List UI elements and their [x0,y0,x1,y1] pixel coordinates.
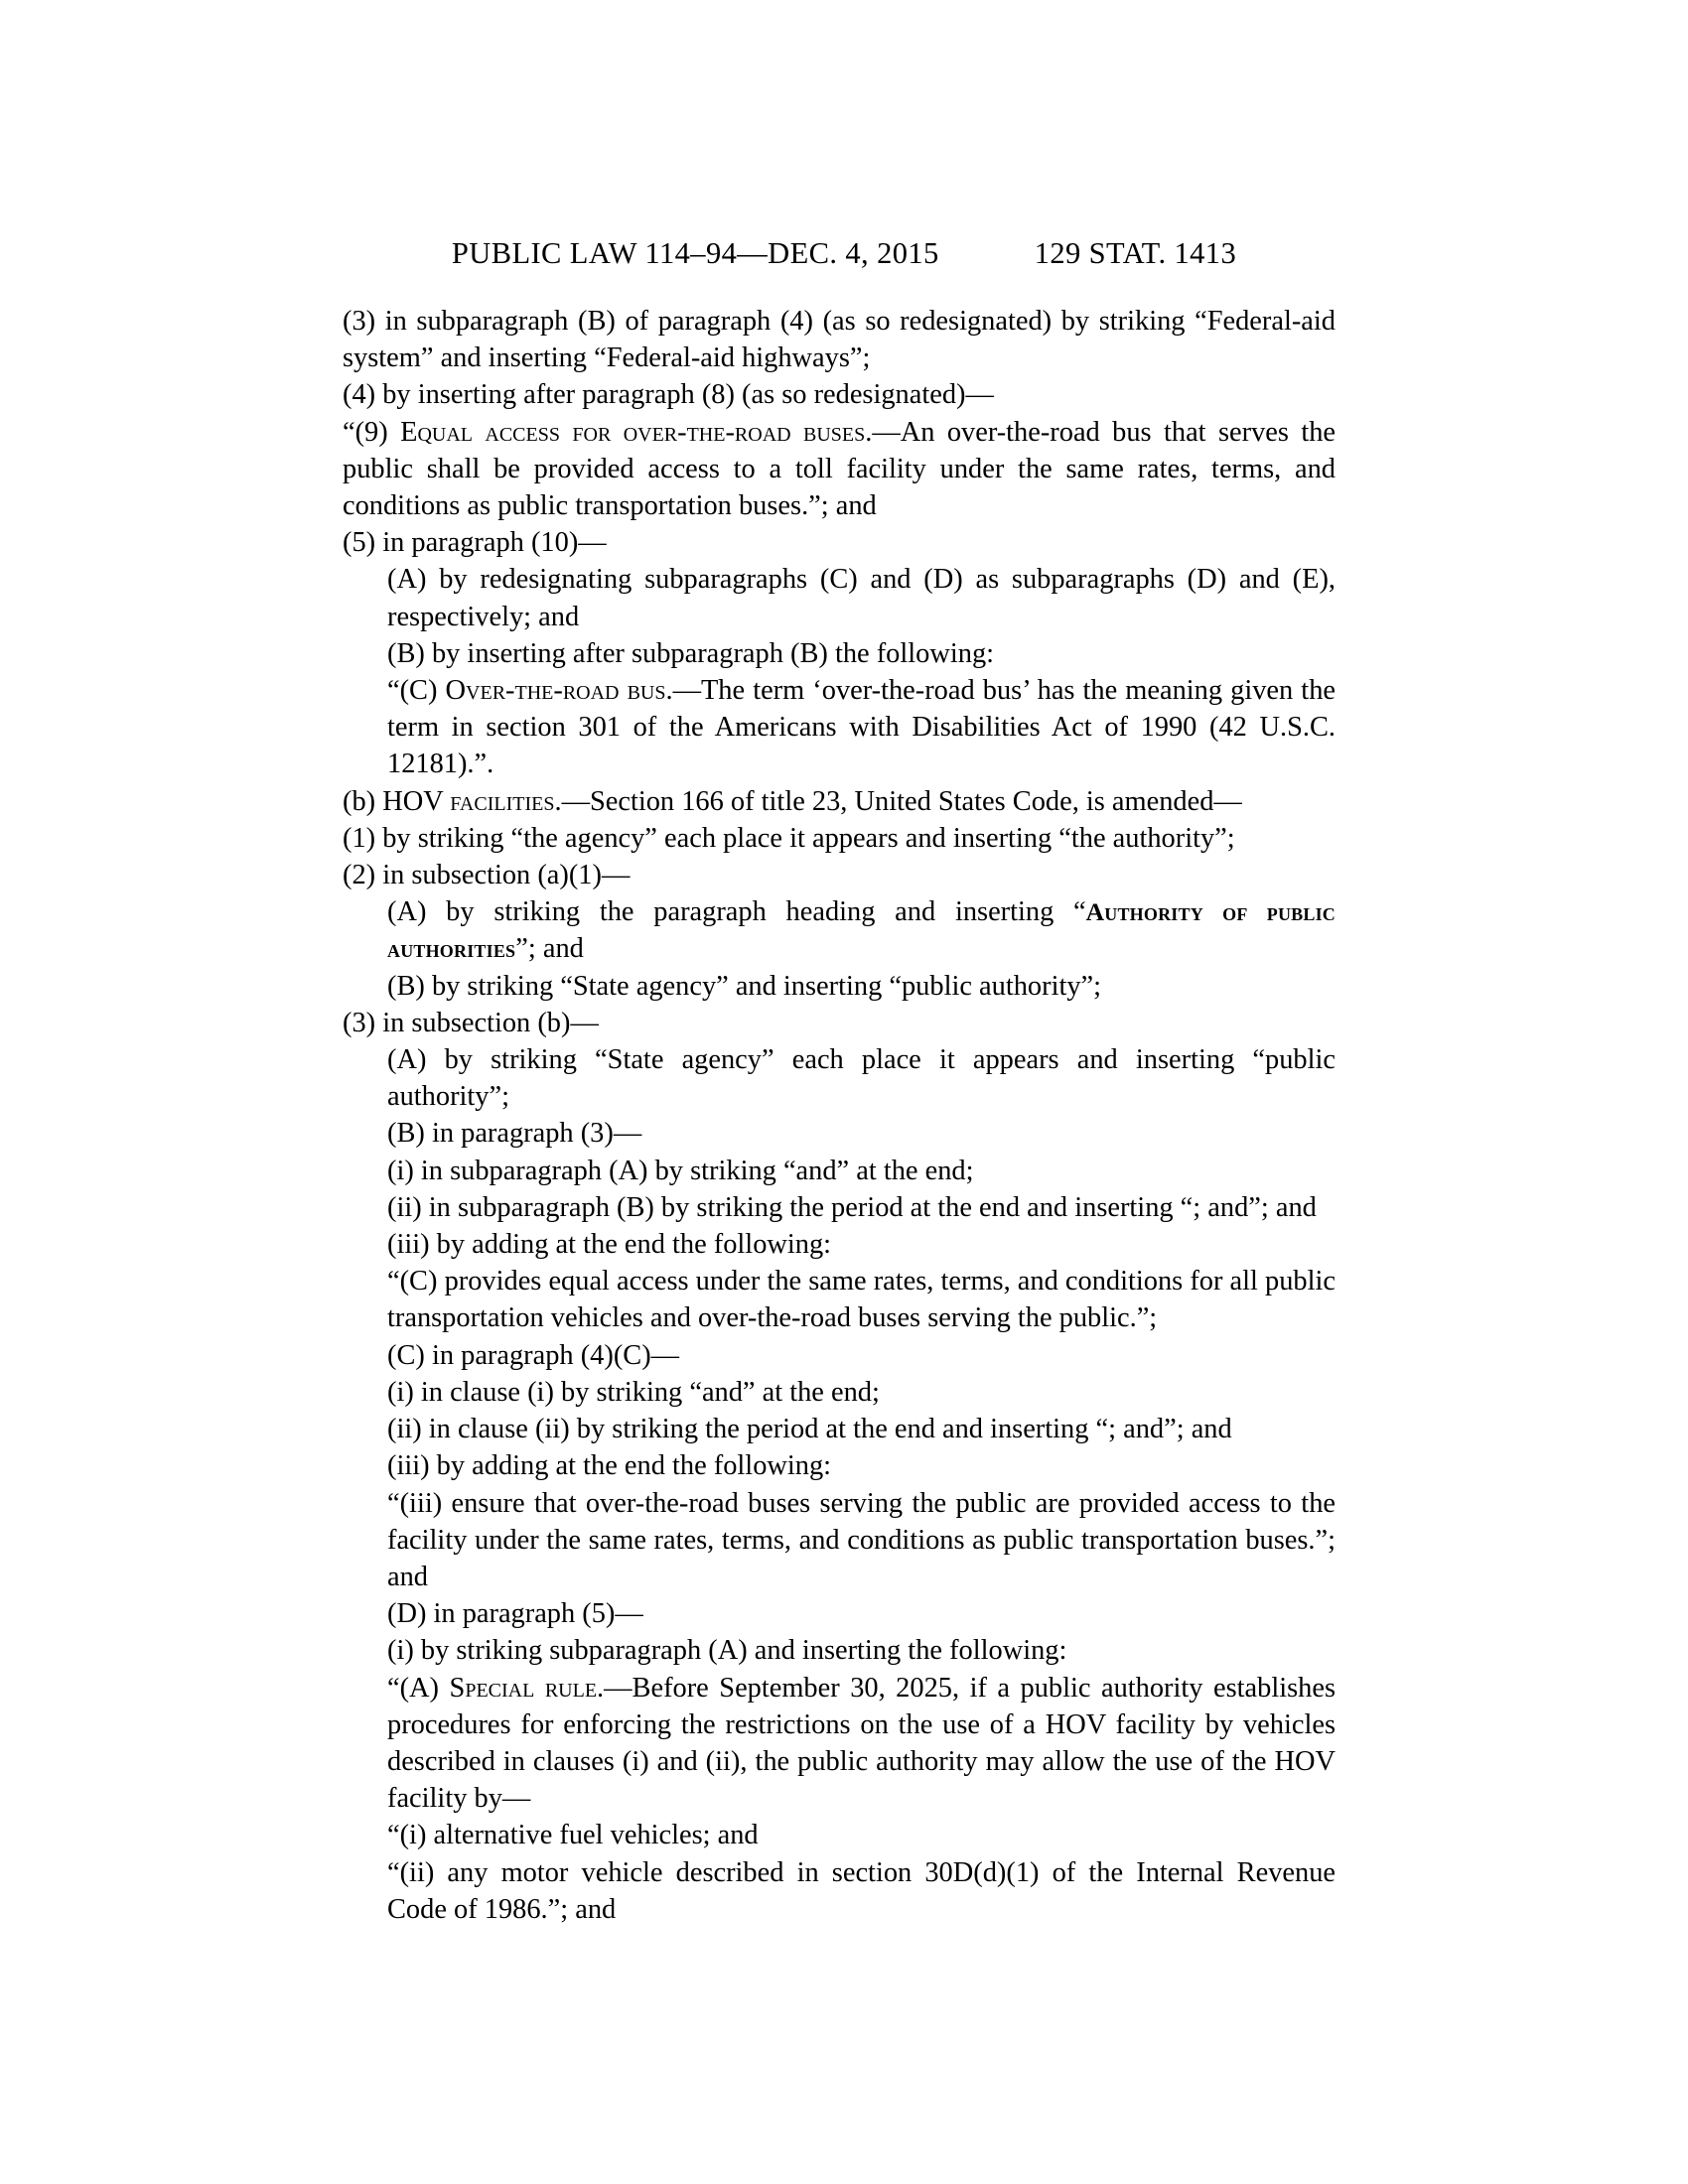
statute-paragraph [343,1411,1336,1447]
statute-run: (A) by striking “State agency” each place it appears and inserting “public authority”; [387,1044,1336,1113]
statute-run: (ii) in subparagraph (B) by striking the period at the end and inserting “; and”; and [387,1191,1317,1223]
statute-run-emphasis: HOV facilities. [382,785,562,817]
statute-run: (B) by striking “State agency” and inserting “public authority”; [387,970,1102,1002]
statute-run: (iii) by adding at the end the following: [387,1450,832,1482]
statute-run: “(9) [343,416,401,448]
statute-run-emphasis: Special rule. [449,1672,605,1704]
statute-run: (3) in subsection (b)— [343,1007,599,1038]
header-public-law: PUBLIC LAW 114–94—DEC. 4, 2015 [451,236,939,270]
statute-run: (b) [343,785,383,817]
statute-run: —Before September 30, 2025, if a public authority establishes procedures for enforcing the restrictions on the use of a HOV facility by vehicles described in clauses (i) and (ii), the public authority may allow the use of the HOV facility by— [387,1672,1336,1815]
statute-paragraph [343,1374,1336,1411]
statute-paragraph [343,857,1336,893]
statute-run: (3) in subparagraph (B) of paragraph (4) (as so redesignated) by striking “Federal-aid system” and inserting “Federal-aid highways”; [343,306,1336,374]
statute-paragraph [343,376,1336,413]
statute-paragraph [343,783,1336,820]
statute-run: “(iii) ensure that over-the-road buses serving the public are provided access to the facility under the same rates, terms, and conditions as public transportation buses.”; and [387,1487,1336,1592]
statute-run: (C) in paragraph (4)(C)— [387,1339,680,1371]
statute-paragraph [343,414,1336,525]
statute-run: (B) by inserting after subparagraph (B) the following: [387,637,995,669]
statute-run: (A) by redesignating subparagraphs (C) and (D) as subparagraphs (D) and (E), respectively; and [387,564,1336,632]
statute-run-emphasis: Equal access for over-the-road buses. [400,416,873,448]
statute-paragraph [343,672,1336,783]
header-stat-citation: 129 STAT. 1413 [1034,236,1237,270]
running-header [0,236,1688,271]
statute-paragraph [343,1632,1336,1669]
statute-paragraph [343,1153,1336,1189]
statute-run: “(ii) any motor vehicle described in section 30D(d)(1) of the Internal Revenue Code of 1986.”; and [387,1856,1336,1925]
statute-paragraph [343,1041,1336,1115]
statute-run-emphasis: Over-the-road bus. [445,675,673,707]
statute-paragraph [343,1854,1336,1928]
statute-paragraph [343,968,1336,1005]
statute-paragraph [343,1226,1336,1263]
statute-run: (B) in paragraph (3)— [387,1118,642,1150]
statute-run: “(C) [387,675,446,707]
statute-paragraph [343,820,1336,857]
statute-run: (ii) in clause (ii) by striking the period at the end and inserting “; and”; and [387,1414,1232,1445]
statute-paragraph [343,1189,1336,1226]
statute-paragraph [343,1005,1336,1041]
statute-run: “(i) alternative fuel vehicles; and [387,1820,759,1851]
statute-paragraph [343,1670,1336,1818]
statute-run: (i) in subparagraph (A) by striking “and” at the end; [387,1155,974,1186]
statute-text-column [343,303,1336,1928]
statute-paragraph [343,1817,1336,1853]
statute-run: (i) by striking subparagraph (A) and inserting the following: [387,1635,1067,1667]
statute-run: ”; and [515,933,584,965]
statute-run: (1) by striking “the agency” each place it appears and inserting “the authority”; [343,822,1235,854]
statute-run: (A) by striking the paragraph heading and inserting “ [387,896,1086,928]
statute-paragraph [343,1115,1336,1152]
statute-paragraph [343,1337,1336,1374]
statute-run: “(C) provides equal access under the same rates, terms, and conditions for all public transportation vehicles and over-the-road buses serving the public.”; [387,1266,1336,1334]
statute-run: (5) in paragraph (10)— [343,527,607,559]
statute-paragraph [343,635,1336,672]
statute-paragraph [343,524,1336,561]
statute-paragraph [343,893,1336,967]
statute-run: (iii) by adding at the end the following: [387,1229,832,1261]
statute-run: —An over-the-road bus that serves the public shall be provided access to a toll facility under the same rates, terms, and conditions as public transportation buses.”; and [343,416,1336,522]
statute-run: (i) in clause (i) by striking “and” at the end; [387,1376,880,1408]
statute-run: (D) in paragraph (5)— [387,1598,643,1630]
statute-paragraph [343,303,1336,376]
statute-run: (2) in subsection (a)(1)— [343,860,631,891]
statute-paragraph [343,1447,1336,1484]
statute-run: (4) by inserting after paragraph (8) (as so redesignated)— [343,379,994,411]
statute-paragraph [343,561,1336,634]
statute-run: —The term ‘over-the-road bus’ has the meaning given the term in section 301 of the Americans with Disabilities Act of 1990 (42 U.S.C. 12181).”. [387,675,1336,780]
statute-run: —Section 166 of title 23, United States Code, is amended— [561,785,1242,817]
statute-paragraph [343,1263,1336,1336]
statute-run-emphasis: Authority of public authorities [387,897,1336,964]
statute-run: “(A) [387,1672,450,1704]
statute-paragraph [343,1485,1336,1596]
statute-paragraph [343,1595,1336,1632]
